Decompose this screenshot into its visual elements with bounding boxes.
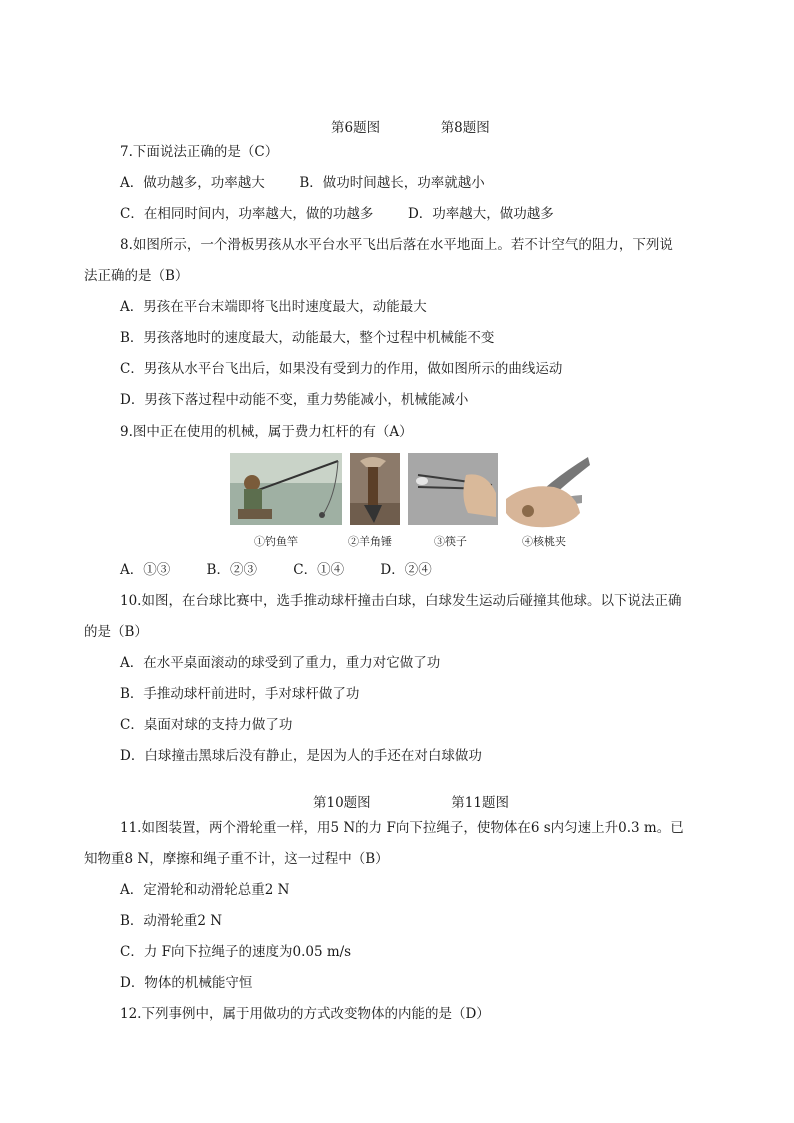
q7-options-row2 xyxy=(120,205,554,223)
q10-stem-1: 10.如图，在台球比赛中，选手推动球杆撞击白球，白球发生运动后碰撞其他球。以下说法正确 xyxy=(120,593,682,609)
caption-fishing-rod: ①钓鱼竿 xyxy=(254,535,298,548)
q7-options-row1 xyxy=(120,174,485,192)
q7-option-b: B．做功时间越长，功率就越小 xyxy=(299,175,485,191)
q9-stem: 9.图中正在使用的机械，属于费力杠杆的有（A） xyxy=(120,424,413,440)
q8-option-a: A．男孩在平台末端即将飞出时速度最大，动能最大 xyxy=(120,299,427,315)
q11-option-d: D．物体的机械能守恒 xyxy=(120,975,253,991)
q10-option-d: D．白球撞击黑球后没有静止，是因为人的手还在对白球做功 xyxy=(120,748,482,764)
chopsticks-image xyxy=(408,453,498,525)
q8-stem-1: 8.如图所示，一个滑板男孩从水平台水平飞出后落在水平地面上。若不计空气的阻力，下列说 xyxy=(120,237,673,253)
q8-option-c: C．男孩从水平台飞出后，如果没有受到力的作用，做如图所示的曲线运动 xyxy=(120,361,563,377)
q8-option-b: B．男孩落地时的速度最大，动能最大，整个过程中机械能不变 xyxy=(120,330,495,346)
q9-option-a: A．①③ xyxy=(120,562,171,578)
q9-option-c: C．①④ xyxy=(293,562,345,578)
caption-fig11: 第11题图 xyxy=(451,795,509,811)
q7-option-a: A．做功越多，功率越大 xyxy=(120,175,265,191)
q7-option-c: C．在相同时间内，功率越大，做的功越多 xyxy=(120,206,374,222)
q9-option-d: D．②④ xyxy=(380,562,432,578)
q12-stem: 12.下列事例中，属于用做功的方式改变物体的内能的是（D） xyxy=(120,1006,490,1022)
q8-stem-2: 法正确的是（B） xyxy=(84,268,189,284)
caption-nutcracker: ④核桃夹 xyxy=(522,535,566,548)
caption-fig6: 第6题图 xyxy=(331,120,381,136)
caption-fig10: 第10题图 xyxy=(313,795,371,811)
fishing-rod-image xyxy=(230,453,342,525)
caption-claw-hammer: ②羊角锤 xyxy=(348,535,392,548)
q9-option-b: B．②③ xyxy=(206,562,257,578)
q9-figure-row xyxy=(230,453,590,553)
q11-option-a: A．定滑轮和动滑轮总重2 N xyxy=(120,882,290,898)
caption-chopsticks: ③筷子 xyxy=(434,535,467,548)
q10-option-c: C．桌面对球的支持力做了功 xyxy=(120,717,293,733)
q10-stem-2: 的是（B） xyxy=(84,624,148,640)
figure-captions-6-8 xyxy=(331,116,490,136)
nutcracker-image xyxy=(506,453,590,529)
q11-option-b: B．动滑轮重2 N xyxy=(120,913,223,929)
figure-captions-10-11 xyxy=(313,791,509,811)
q11-stem-2: 知物重8 N，摩擦和绳子重不计，这一过程中（B） xyxy=(84,851,389,867)
q10-option-b: B．手推动球杆前进时，手对球杆做了功 xyxy=(120,686,360,702)
caption-fig8: 第8题图 xyxy=(440,120,490,136)
q7-stem: 7.下面说法正确的是（C） xyxy=(120,144,279,160)
q11-option-c: C．力 F向下拉绳子的速度为0.05 m/s xyxy=(120,944,352,960)
q10-option-a: A．在水平桌面滚动的球受到了重力，重力对它做了功 xyxy=(120,655,441,671)
q9-options xyxy=(120,561,464,579)
q8-option-d: D．男孩下落过程中动能不变，重力势能减小，机械能减小 xyxy=(120,392,469,408)
claw-hammer-image xyxy=(350,453,400,525)
q7-option-d: D．功率越大，做功越多 xyxy=(407,206,554,222)
q11-stem-1: 11.如图装置，两个滑轮重一样，用5 N的力 F向下拉绳子，使物体在6 s内匀速上升0.3 m。已 xyxy=(120,820,684,836)
